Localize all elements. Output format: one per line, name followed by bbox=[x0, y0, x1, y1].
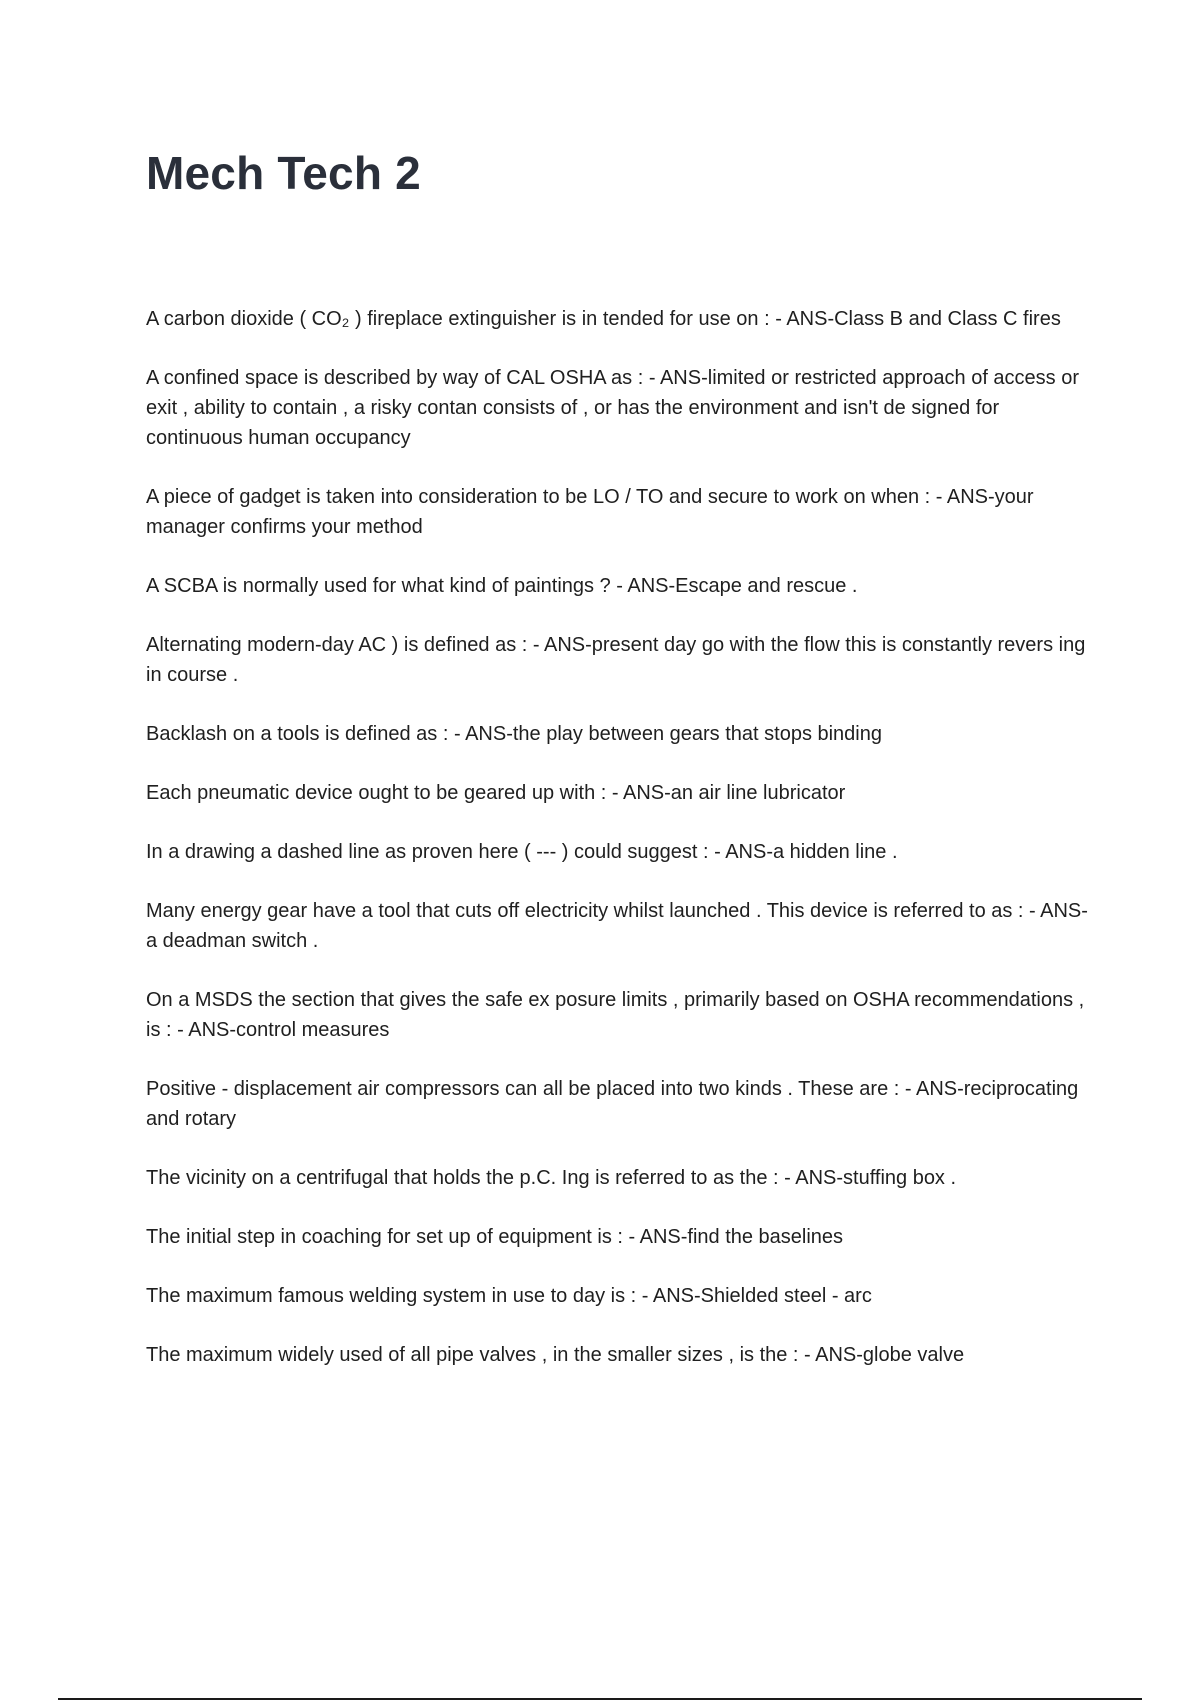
qa-item: Positive - displacement air compressors can all be placed into two kinds . These are : - ANS-reciprocating and rotary bbox=[146, 1078, 1079, 1130]
qa-item: Each pneumatic device ought to be geared up with : - ANS-an air line lubricator bbox=[146, 782, 846, 804]
qa-item: In a drawing a dashed line as proven here ( --- ) could suggest : - ANS-a hidden line . bbox=[146, 841, 898, 863]
qa-item: Backlash on a tools is defined as : - ANS-the play between gears that stops binding bbox=[146, 723, 882, 745]
page-title: Mech Tech 2 bbox=[146, 147, 421, 199]
qa-item: A carbon dioxide ( CO₂ ) fireplace extinguisher is in tended for use on : - ANS-Class B and Class C fires bbox=[146, 308, 1061, 330]
qa-item: The maximum famous welding system in use to day is : - ANS-Shielded steel - arc bbox=[146, 1285, 872, 1307]
qa-item: A confined space is described by way of CAL OSHA as : - ANS-limited or restricted approach of access or exit , ability to contain , a risky contan consists of , or has the environment and isn't de signed for continuous human occupancy bbox=[146, 367, 1080, 449]
qa-item: Many energy gear have a tool that cuts off electricity whilst launched . This device is referred to as : - ANS-a deadman switch . bbox=[146, 900, 1088, 952]
question-answer-list bbox=[146, 304, 1096, 1399]
qa-item: A SCBA is normally used for what kind of paintings ? - ANS-Escape and rescue . bbox=[146, 575, 858, 597]
qa-item: On a MSDS the section that gives the safe ex posure limits , primarily based on OSHA recommendations , is : - ANS-control measures bbox=[146, 989, 1085, 1041]
qa-item: The maximum widely used of all pipe valves , in the smaller sizes , is the : - ANS-globe valve bbox=[146, 1344, 965, 1366]
qa-item: A piece of gadget is taken into consideration to be LO / TO and secure to work on when : - ANS-your manager confirms your method bbox=[146, 486, 1034, 538]
qa-item: The initial step in coaching for set up of equipment is : - ANS-find the baselines bbox=[146, 1226, 844, 1248]
qa-item: The vicinity on a centrifugal that holds the p.C. Ing is referred to as the : - ANS-stuffing box . bbox=[146, 1167, 957, 1189]
qa-item: Alternating modern-day AC ) is defined as : - ANS-present day go with the flow this is constantly revers ing in course . bbox=[146, 634, 1086, 686]
